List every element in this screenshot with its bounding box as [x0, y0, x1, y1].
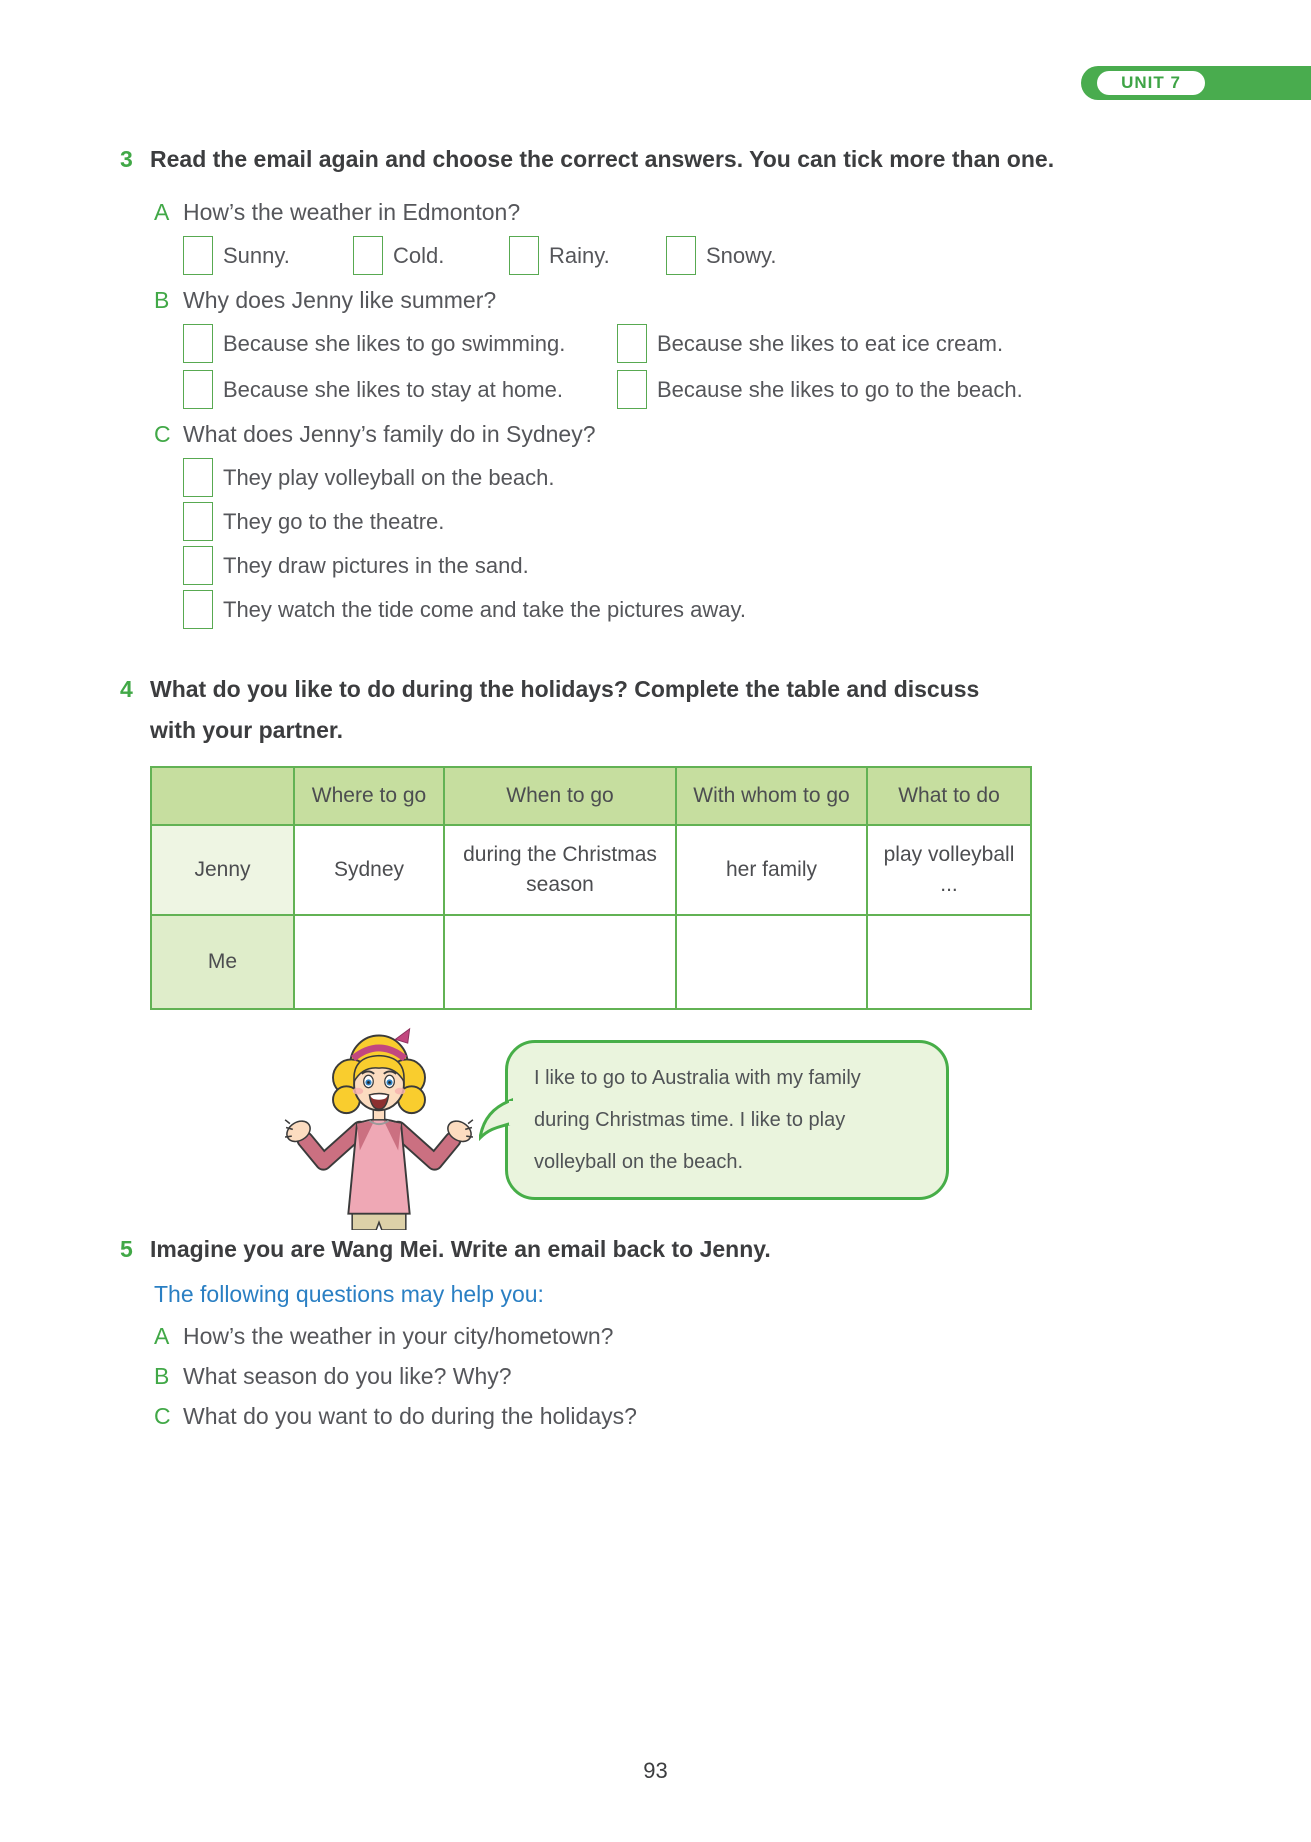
- answer-option: [353, 236, 509, 275]
- speech-bubble-line: I like to go to Australia with my family: [534, 1067, 861, 1089]
- answer-option: [183, 458, 1060, 497]
- option-label: Snowy.: [706, 242, 777, 268]
- question-5-title: Imagine you are Wang Mei. Write an email back to Jenny.: [150, 1236, 771, 1262]
- speech-bubble-line: volleyball on the beach.: [534, 1151, 744, 1173]
- question-5-title-row: [120, 1236, 1060, 1263]
- speech-bubble: [505, 1040, 949, 1200]
- q5-question-row: [154, 1403, 1060, 1430]
- answer-option: [183, 590, 1060, 629]
- table-name-cell: Me: [151, 915, 294, 1009]
- question-3-title: Read the email again and choose the correct answers. You can tick more than one.: [150, 146, 1055, 172]
- option-label: Because she likes to eat ice cream.: [657, 330, 1004, 356]
- checkbox[interactable]: [353, 236, 383, 275]
- option-label: Because she likes to go to the beach.: [657, 376, 1023, 402]
- speech-bubble-tail: [479, 1097, 513, 1143]
- answer-option: [183, 324, 617, 363]
- table-header-cell: [151, 767, 294, 825]
- q5-question-row: [154, 1363, 1060, 1390]
- question-3-section: [120, 146, 1060, 634]
- checkbox[interactable]: [617, 324, 647, 363]
- checkbox[interactable]: [183, 458, 213, 497]
- option-label: Rainy.: [549, 242, 610, 268]
- option-label: They go to the theatre.: [223, 508, 445, 534]
- table-header-cell: When to go: [444, 767, 676, 825]
- girl-character-illustration: [283, 1024, 475, 1230]
- answer-option: [617, 370, 1060, 409]
- table-fill-in-cell[interactable]: [444, 915, 676, 1009]
- question-3-number: 3: [120, 146, 133, 172]
- question-5-number: 5: [120, 1236, 133, 1262]
- table-name-cell: Jenny: [151, 825, 294, 915]
- table-header-row: [151, 767, 1031, 825]
- checkbox[interactable]: [183, 236, 213, 275]
- option-label: They draw pictures in the sand.: [223, 552, 529, 578]
- option-label: Because she likes to stay at home.: [223, 376, 563, 402]
- option-label: Sunny.: [223, 242, 290, 268]
- table-row-jenny: [151, 825, 1031, 915]
- checkbox[interactable]: [509, 236, 539, 275]
- table-fill-in-cell[interactable]: [676, 915, 867, 1009]
- part-c-question-row: [154, 421, 1060, 448]
- checkbox[interactable]: [183, 324, 213, 363]
- part-b-question-row: [154, 287, 1060, 314]
- answer-option: [183, 502, 1060, 541]
- speech-bubble-line: during Christmas time. I like to play: [534, 1109, 846, 1131]
- answer-option: [183, 546, 1060, 585]
- question-5-section: [120, 1236, 1060, 1430]
- part-c-options: [183, 458, 1060, 629]
- question-3-title-row: [120, 146, 1060, 173]
- table-fill-in-cell[interactable]: [867, 915, 1031, 1009]
- part-b-question: Why does Jenny like summer?: [183, 287, 497, 313]
- unit-badge: [1081, 66, 1311, 100]
- question-4-section: [120, 676, 1220, 1010]
- option-label: They watch the tide come and take the pictures away.: [223, 596, 746, 622]
- question-4-title-line2: with your partner.: [150, 717, 343, 743]
- question-4-title-line1: What do you like to do during the holidays? Complete the table and discuss: [150, 676, 980, 702]
- table-cell: her family: [676, 825, 867, 915]
- checkbox[interactable]: [183, 502, 213, 541]
- unit-badge-label: UNIT 7: [1121, 73, 1181, 92]
- checkbox[interactable]: [666, 236, 696, 275]
- unit-badge-pill: [1097, 71, 1205, 95]
- table-fill-in-cell[interactable]: [294, 915, 444, 1009]
- checkbox[interactable]: [617, 370, 647, 409]
- table-row-me: [151, 915, 1031, 1009]
- question-4-title-row: [120, 676, 1220, 703]
- table-header-cell: What to do: [867, 767, 1031, 825]
- page-number: 93: [643, 1758, 668, 1783]
- question-4-number: 4: [120, 676, 133, 702]
- checkbox[interactable]: [183, 370, 213, 409]
- answer-option: [183, 370, 617, 409]
- hint-text: The following questions may help you:: [154, 1281, 544, 1307]
- table-cell: during the Christmas season: [444, 825, 676, 915]
- answer-option: [666, 236, 1060, 275]
- part-a-options: [183, 236, 1060, 275]
- option-label: They play volleyball on the beach.: [223, 464, 555, 490]
- table-cell: Sydney: [294, 825, 444, 915]
- q5-question-c: What do you want to do during the holidays?: [183, 1403, 637, 1429]
- part-c-letter: C: [154, 421, 171, 447]
- answer-option: [183, 236, 353, 275]
- q5-letter-c: C: [154, 1403, 171, 1429]
- answer-option: [509, 236, 666, 275]
- holiday-table: [150, 766, 1032, 1010]
- checkbox[interactable]: [183, 546, 213, 585]
- answer-option: [617, 324, 1060, 363]
- q5-question-a: How’s the weather in your city/hometown?: [183, 1323, 614, 1349]
- q5-question-b: What season do you like? Why?: [183, 1363, 512, 1389]
- part-c-question: What does Jenny’s family do in Sydney?: [183, 421, 596, 447]
- part-b-options: [183, 324, 1060, 409]
- checkbox[interactable]: [183, 590, 213, 629]
- part-a-question-row: [154, 199, 1060, 226]
- table-header-cell: Where to go: [294, 767, 444, 825]
- q5-letter-a: A: [154, 1323, 170, 1349]
- option-label: Because she likes to go swimming.: [223, 330, 566, 356]
- part-a-letter: A: [154, 199, 170, 225]
- q5-letter-b: B: [154, 1363, 170, 1389]
- q5-question-row: [154, 1323, 1060, 1350]
- part-b-letter: B: [154, 287, 170, 313]
- table-cell: play volleyball ...: [867, 825, 1031, 915]
- option-label: Cold.: [393, 242, 445, 268]
- part-a-question: How’s the weather in Edmonton?: [183, 199, 521, 225]
- table-header-cell: With whom to go: [676, 767, 867, 825]
